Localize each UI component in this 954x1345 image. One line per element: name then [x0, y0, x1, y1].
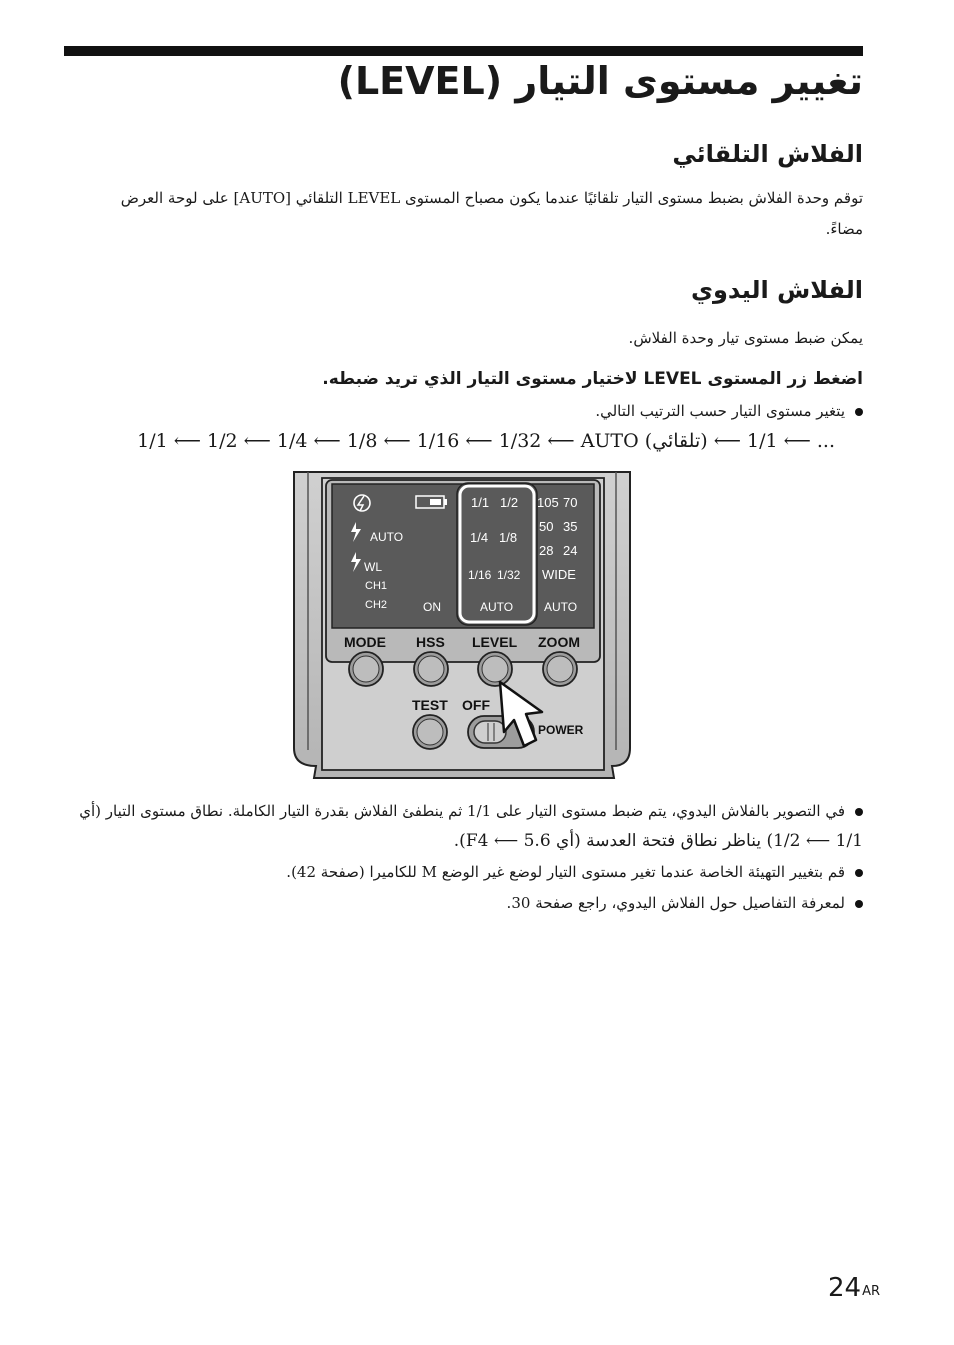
lcd-zoom-35: 35	[563, 519, 578, 534]
bullet-reference-text: لمعرفة التفاصيل حول الفلاش اليدوي، راجع صفحة 30.	[506, 894, 845, 912]
bullet-custom-setting-text: قم بتغيير التهيئة الخاصة عندما تغير مستوى التيار لوضع غير الوضع M للكاميرا (صفحة 42).	[286, 863, 845, 881]
power-label: POWER	[538, 723, 584, 737]
lcd-level-1-32: 1/32	[497, 568, 521, 582]
lcd-level-1-1: 1/1	[471, 495, 490, 510]
flash-unit-illustration	[292, 470, 634, 780]
page-number	[828, 1272, 880, 1304]
lcd-level-1-2: 1/2	[500, 495, 519, 510]
lcd-wl-label: WL	[364, 560, 382, 574]
lcd-zoom-wide: WIDE	[542, 567, 576, 582]
bullet-reference	[63, 888, 863, 918]
page-number-suffix: AR	[862, 1284, 881, 1299]
level-button[interactable]	[478, 652, 512, 686]
zoom-button[interactable]	[543, 652, 577, 686]
level-button-label: LEVEL	[472, 634, 518, 650]
lcd-level-auto: AUTO	[480, 600, 514, 614]
page-title: تغيير مستوى التيار (LEVEL)	[337, 59, 863, 103]
bullet-dot	[855, 900, 863, 908]
mode-button-label: MODE	[344, 634, 386, 650]
level-instruction: اضغط زر المستوى LEVEL لاختيار مستوى التيار الذي تريد ضبطه.	[322, 369, 863, 389]
auto-description-line2: مضاءً.	[825, 220, 863, 238]
lcd-zoom-70: 70	[563, 495, 578, 510]
lcd-level-1-16: 1/16	[468, 568, 492, 582]
bullet-manual-flash-line2: 1/1 ⟵ 1/2) يناظر نطاق فتحة العدسة (أي F4 ⟵ 5.6).	[453, 831, 863, 851]
bullet-order-text: يتغير مستوى التيار حسب الترتيب التالي.	[595, 402, 845, 420]
top-rule	[64, 46, 863, 56]
bullet-dot	[855, 869, 863, 877]
hss-button-label: HSS	[416, 634, 445, 650]
bullet-custom-setting	[63, 857, 863, 887]
page-number-value: 24	[828, 1273, 862, 1303]
lcd-zoom-28: 28	[539, 543, 554, 558]
mode-button[interactable]	[349, 652, 383, 686]
lcd-ch2-label: CH2	[365, 599, 388, 611]
lcd-zoom-50: 50	[539, 519, 554, 534]
lcd-on-label: ON	[423, 600, 441, 614]
zoom-button-label: ZOOM	[538, 634, 580, 650]
lcd-auto-label: AUTO	[370, 530, 404, 544]
lcd-level-1-8: 1/8	[499, 530, 518, 545]
test-button[interactable]	[413, 715, 447, 749]
lcd-zoom-24: 24	[563, 543, 578, 558]
level-sequence: 1/1 ⟵ 1/2 ⟵ 1/4 ⟵ 1/8 ⟵ 1/16 ⟵ 1/32 ⟵ AUTO (تلقائي) ⟵ 1/1 ⟵ ...	[137, 430, 835, 452]
section-heading-manual: الفلاش اليدوي	[690, 276, 863, 304]
lcd-level-1-4: 1/4	[470, 530, 489, 545]
manual-description: يمكن ضبط مستوى تيار وحدة الفلاش.	[628, 329, 863, 347]
hss-button[interactable]	[414, 652, 448, 686]
bullet-dot	[855, 808, 863, 816]
lcd-zoom-auto: AUTO	[544, 600, 578, 614]
bullet-manual-flash	[63, 796, 863, 826]
lcd-zoom-105: 105	[537, 495, 559, 510]
test-button-label: TEST	[412, 697, 448, 713]
bullet-order	[83, 396, 863, 426]
bullet-dot	[855, 408, 863, 416]
bullet-manual-flash-line1: في التصوير بالفلاش اليدوي، يتم ضبط مستوى التيار على 1/1 ثم ينطفئ الفلاش بقدرة التيار الكاملة. نطاق مستوى التيار (أي	[79, 802, 845, 820]
lcd-ch1-label: CH1	[365, 580, 388, 592]
auto-description-line1: توقم وحدة الفلاش بضبط مستوى التيار تلقائيًا عندما يكون مصباح المستوى LEVEL التلقائي [AUTO] على لوحة العرض	[120, 189, 863, 207]
section-heading-auto: الفلاش التلقائي	[672, 140, 863, 168]
off-label: OFF	[462, 697, 490, 713]
